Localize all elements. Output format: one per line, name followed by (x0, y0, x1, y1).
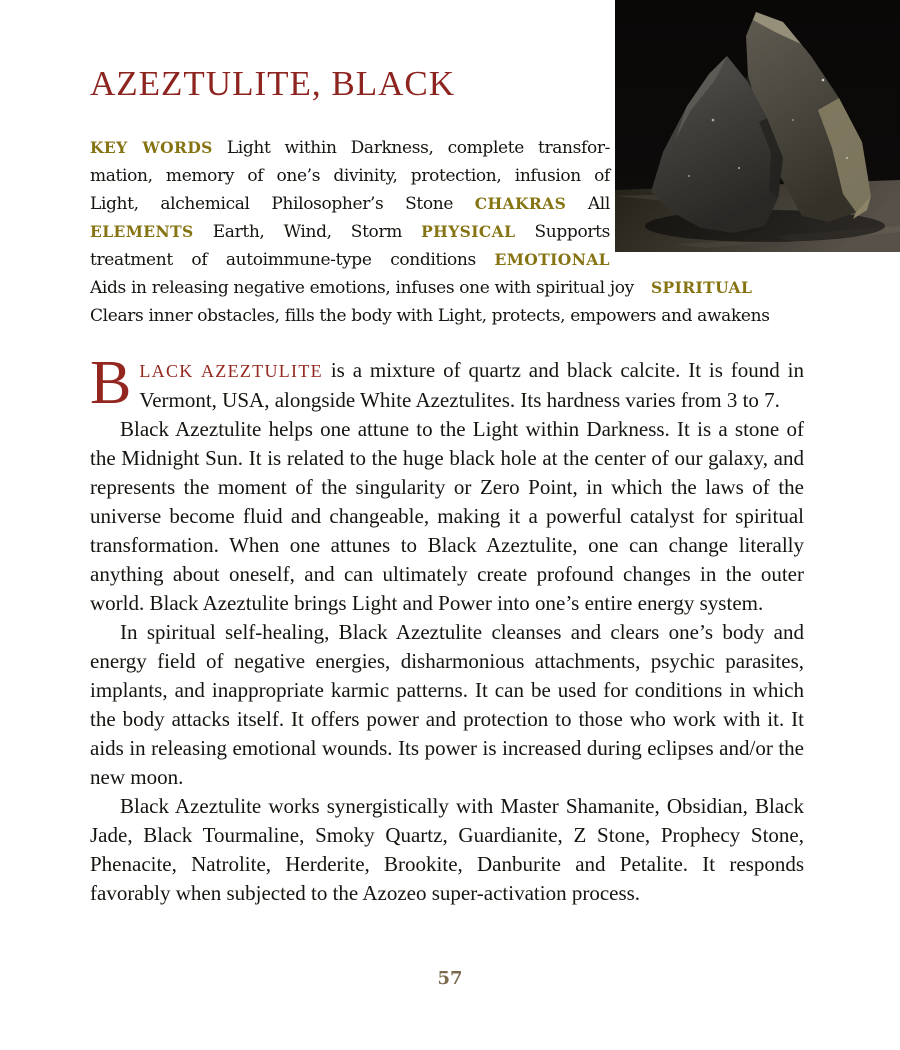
keyword-text: Clears inner obstacles, fills the body with Light, protects, empowers and awakens (90, 306, 770, 326)
keyword-category-label: ELEMENTS (90, 222, 194, 241)
drop-cap: B (90, 349, 132, 417)
body-paragraph: Black Azeztulite helps one attune to the Light within Darkness. It is a stone of the Midnight Sun. It is related to the huge black hole at the center of our galaxy, and represents the moment of the singularity or Zero Point, in which the laws of the universe become fluid and changeable, making it a powerful catalyst for spiritual transformation. When one attunes to Black Azeztulite, one can change literally anything about oneself, and can ultimately create profound changes in the outer world. Black Azeztulite brings Light and Power into one’s entire energy system. (90, 417, 804, 615)
keyword-category-label: EMOTIONAL (494, 250, 610, 269)
keyword-text: Supports (534, 222, 610, 242)
lead-small-caps: LACK AZEZTULITE (139, 361, 323, 381)
keyword-text: Aids in releasing negative emotions, infuses one with spiritual joy (90, 278, 634, 298)
keywords-wide-lines (90, 274, 804, 330)
keyword-text: All (587, 194, 610, 214)
page-number: 57 (437, 968, 463, 989)
keywords-block (90, 134, 804, 330)
keyword-category-label: SPIRITUAL (650, 278, 753, 297)
keyword-category-label: PHYSICAL (421, 222, 516, 241)
keyword-text: mation, memory of one’s divinity, protection, infusion of (90, 166, 610, 186)
keywords-line (90, 190, 610, 218)
keyword-category-label: CHAKRAS (474, 194, 567, 213)
lead-paragraph (90, 349, 804, 417)
body-paragraph: In spiritual self-healing, Black Azeztulite cleanses and clears one’s body and energy field of negative energies, disharmonious attachments, psychic parasites, implants, and inappropriate karmic patterns. It can be used for conditions in which the body attacks itself. It offers power and protection to those who work with it. It aids in releasing emotional wounds. Its power is increased during eclipses and/or the new moon. (90, 620, 804, 789)
keywords-line (90, 218, 610, 246)
page-footer (0, 968, 900, 989)
keywords-line (90, 274, 804, 302)
page-title: AZEZTULITE, BLACK (90, 64, 455, 103)
keyword-text: Earth, Wind, Storm (212, 222, 402, 242)
body-paragraphs (90, 415, 804, 908)
keywords-line (90, 162, 610, 190)
keyword-text: treatment of autoimmune-type conditions (90, 250, 476, 270)
body-paragraph: Black Azeztulite works synergistically with Master Shamanite, Obsidian, Black Jade, Black Tourmaline, Smoky Quartz, Guardianite, Z Stone, Prophecy Stone, Phenacite, Natrolite, Herderite, Brookite, Danburite and Petalite. It responds favorably when subjected to the Azozeo super-activation process. (90, 794, 804, 905)
keyword-category-label: KEY WORDS (90, 138, 213, 157)
keyword-text: Light, alchemical Philosopher’s Stone (90, 194, 454, 214)
lead-paragraph-text: is a mixture of quartz and black calcite. It is found in Vermont, USA, alongside White Azeztulites. Its hardness varies from 3 to 7. (139, 358, 804, 412)
keyword-text: Light within Darkness, complete transfor- (226, 138, 610, 158)
keywords-narrow-lines (90, 134, 804, 274)
keywords-line (90, 302, 804, 330)
keywords-line (90, 134, 610, 162)
body-text (90, 349, 804, 908)
text-column (90, 0, 804, 908)
keywords-line (90, 246, 610, 274)
